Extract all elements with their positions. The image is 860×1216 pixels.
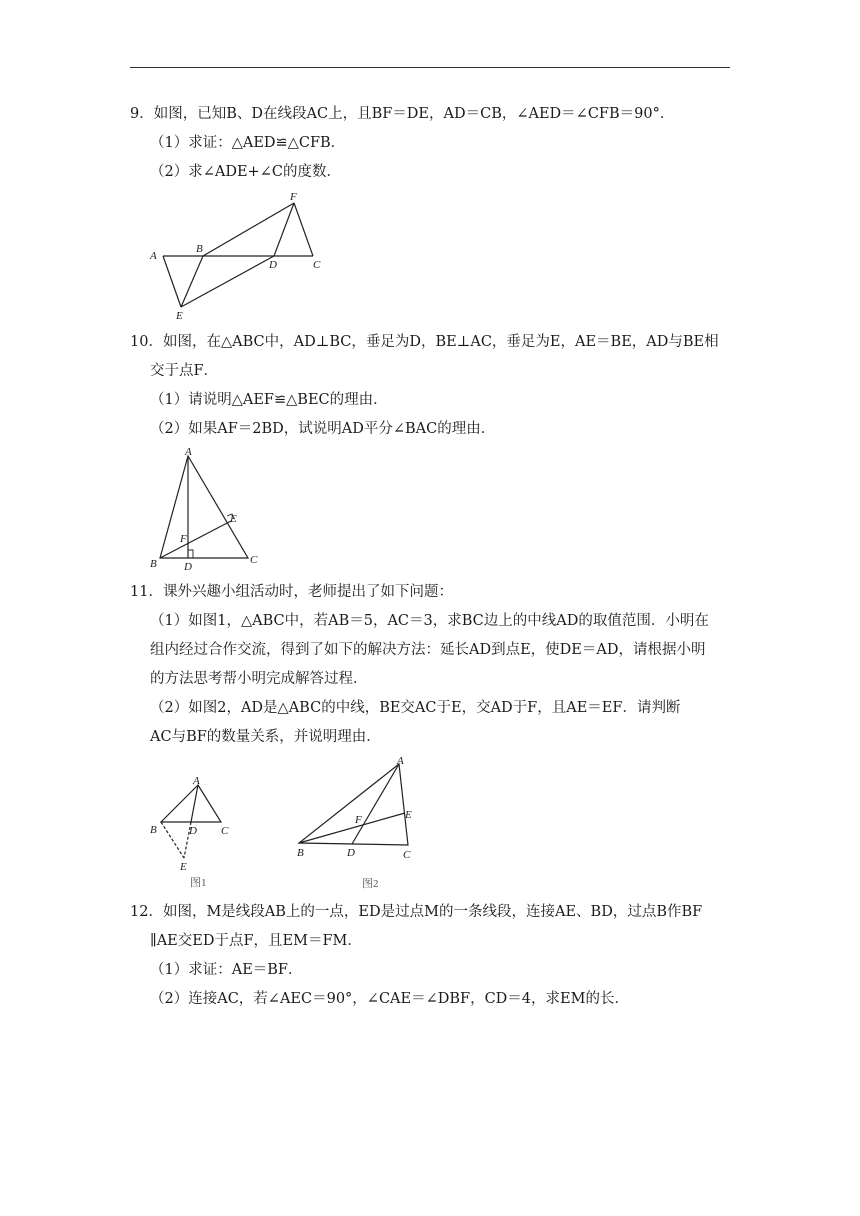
p11-fig2-label-a: A xyxy=(397,755,404,767)
p11-fig2-label-e: E xyxy=(405,809,412,821)
p9-label-f: F xyxy=(290,191,297,203)
p10-label-a: A xyxy=(185,446,192,458)
p10-label-e: E xyxy=(230,513,237,525)
p11-figure2 xyxy=(290,755,430,895)
p11-fig1-caption: 图1 xyxy=(190,877,207,889)
p10-part2: （2）如果AF＝2BD，试说明AD平分∠BAC的理由． xyxy=(150,421,496,437)
p11-part2-line1: （2）如图2，AD是△ABC的中线，BE交AC于E，交AD于F，且AE＝EF．请判断 xyxy=(150,700,681,716)
p10-stem-line2: 交于点F． xyxy=(150,363,219,379)
p11-fig1-label-b: B xyxy=(150,824,157,836)
p9-label-c: C xyxy=(313,259,321,271)
p11-fig2-label-b: B xyxy=(297,847,304,859)
header-rule xyxy=(130,67,730,68)
p10-triangle xyxy=(160,456,248,558)
p11-figure1 xyxy=(145,770,245,895)
p10-part1: （1）请说明△AEF≌△BEC的理由． xyxy=(150,392,388,408)
p10-label-b: B xyxy=(150,558,157,570)
p12-part1: （1）求证：AE＝BF． xyxy=(150,962,303,978)
p9-part1: （1）求证：△AED≌△CFB． xyxy=(150,135,346,151)
p11-part1-line1: （1）如图1，△ABC中，若AB＝5，AC＝3，求BC边上的中线AD的取值范围．小明在 xyxy=(150,613,709,629)
p9-part2: （2）求∠ADE+∠C的度数． xyxy=(150,164,341,180)
p9-stem: 9．如图，已知B、D在线段AC上，且BF＝DE，AD＝CB，∠AED＝∠CFB＝90°． xyxy=(130,106,675,122)
p10-label-c: C xyxy=(250,554,258,566)
p9-label-b: B xyxy=(196,243,203,255)
p11-fig1-label-c: C xyxy=(221,825,229,837)
p11-fig1-label-d: D xyxy=(189,825,197,837)
p9-label-a: A xyxy=(150,250,157,262)
p10-label-f: F xyxy=(180,533,187,545)
p10-figure xyxy=(145,446,275,573)
p11-stem: 11．课外兴趣小组活动时，老师提出了如下问题： xyxy=(130,584,453,600)
p11-fig1-label-e: E xyxy=(180,861,187,873)
p11-fig1-label-a: A xyxy=(193,775,200,787)
p11-part1-line3: 的方法思考帮小明完成解答过程． xyxy=(150,671,368,687)
p9-label-e: E xyxy=(176,310,183,322)
p11-fig2-label-f: F xyxy=(355,814,362,826)
p12-part2: （2）连接AC，若∠AEC＝90°，∠CAE＝∠DBF，CD＝4，求EM的长． xyxy=(150,991,629,1007)
p12-stem-line2: ∥AE交ED于点F，且EM＝FM． xyxy=(150,933,362,949)
p10-label-d: D xyxy=(184,561,192,573)
p10-stem-line1: 10．如图，在△ABC中，AD⊥BC，垂足为D，BE⊥AC，垂足为E，AE＝BE，AD与BE相 xyxy=(130,334,719,350)
p11-fig2-label-d: D xyxy=(347,847,355,859)
p12-stem-line1: 12．如图，M是线段AB上的一点，ED是过点M的一条线段，连接AE、BD，过点B作BF xyxy=(130,904,703,920)
p11-fig2-caption: 图2 xyxy=(362,878,379,890)
p11-part1-line2: 组内经过合作交流，得到了如下的解决方法：延长AD到点E，使DE＝AD，请根据小明 xyxy=(150,642,706,658)
p11-fig2-label-c: C xyxy=(403,849,411,861)
p9-figure xyxy=(140,185,340,325)
p9-label-d: D xyxy=(269,259,277,271)
p11-part2-line2: AC与BF的数量关系，并说明理由． xyxy=(150,729,381,745)
